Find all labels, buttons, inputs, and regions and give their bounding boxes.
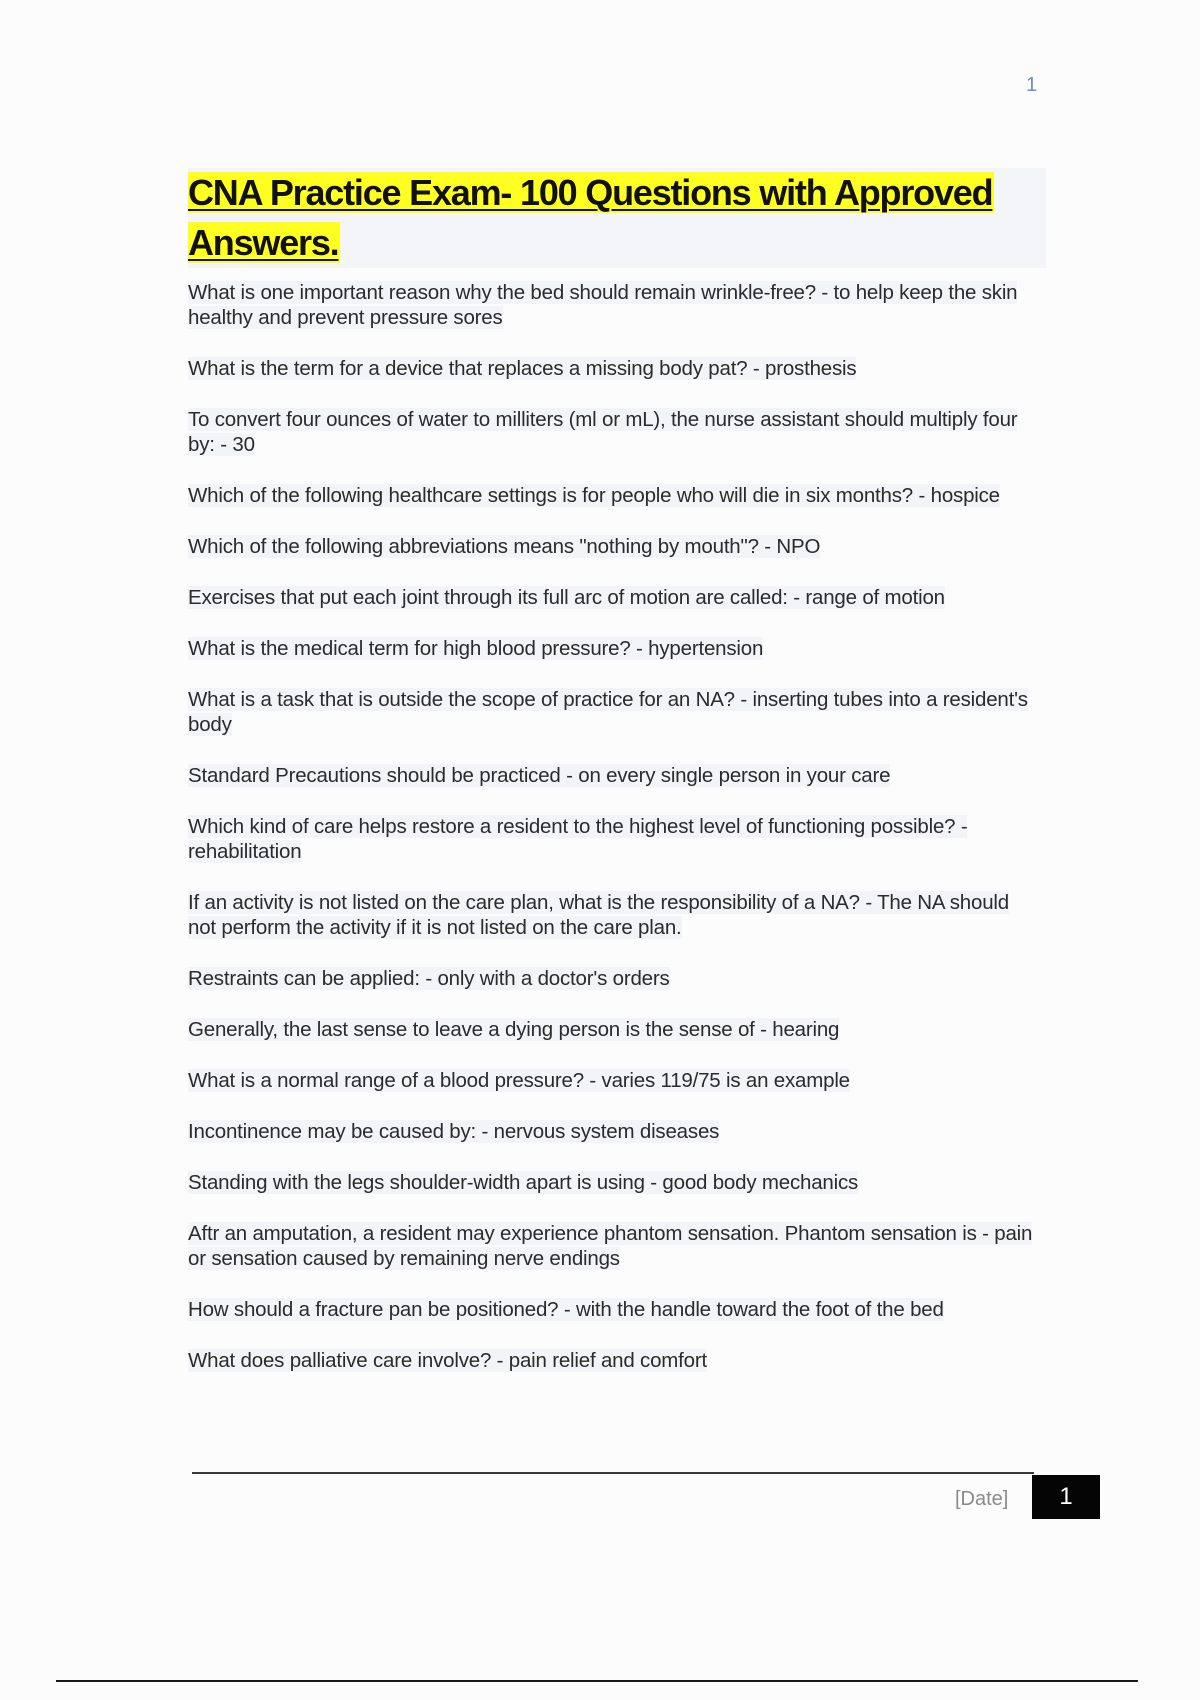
title-block	[188, 168, 1046, 268]
qa-item-text: What is a normal range of a blood pressure? - varies 119/75 is an example	[188, 1069, 850, 1092]
qa-item-text: Which of the following abbreviations means "nothing by mouth"? - NPO	[188, 535, 821, 558]
qa-item	[188, 356, 1038, 381]
qa-item-text: Exercises that put each joint through its full arc of motion are called: - range of motion	[188, 586, 945, 609]
qa-item	[188, 1017, 1038, 1042]
qa-item-text: Incontinence may be caused by: - nervous system diseases	[188, 1120, 720, 1143]
qa-item-text: Which of the following healthcare settings is for people who will die in six months? - hospice	[188, 484, 1000, 507]
qa-item	[188, 534, 1038, 559]
qa-item-text: Standing with the legs shoulder-width apart is using - good body mechanics	[188, 1171, 859, 1194]
qa-item-text: If an activity is not listed on the care plan, what is the responsibility of a NA? - The NA should not perform the activity if it is not listed on the care plan.	[188, 891, 1009, 939]
qa-item-text: Which kind of care helps restore a resident to the highest level of functioning possible? - rehabilitation	[188, 815, 968, 863]
qa-item	[188, 814, 1038, 864]
qa-item-text: What does palliative care involve? - pain relief and comfort	[188, 1349, 707, 1372]
footer-divider	[192, 1472, 1034, 1474]
qa-item	[188, 1221, 1038, 1271]
qa-item-text: What is one important reason why the bed should remain wrinkle-free? - to help keep the skin healthy and prevent pressure sores	[188, 281, 1018, 329]
header-page-number: 1	[1026, 74, 1038, 96]
qa-item-text: Generally, the last sense to leave a dying person is the sense of - hearing	[188, 1018, 840, 1041]
qa-item-text: Standard Precautions should be practiced - on every single person in your care	[188, 764, 891, 787]
qa-item-text: How should a fracture pan be positioned? - with the handle toward the foot of the bed	[188, 1298, 944, 1321]
qa-item	[188, 636, 1038, 661]
qa-list	[188, 280, 1038, 1399]
qa-item-text: What is the medical term for high blood pressure? - hypertension	[188, 637, 764, 660]
footer-date: [Date]	[955, 1488, 1009, 1510]
qa-item	[188, 1119, 1038, 1144]
qa-item	[188, 763, 1038, 788]
qa-item	[188, 1170, 1038, 1195]
qa-item	[188, 483, 1038, 508]
qa-item	[188, 966, 1038, 991]
qa-item	[188, 585, 1038, 610]
qa-item-text: Restraints can be applied: - only with a doctor's orders	[188, 967, 670, 990]
qa-item	[188, 687, 1038, 737]
qa-item	[188, 407, 1038, 457]
qa-item	[188, 280, 1038, 330]
document-title-text: CNA Practice Exam- 100 Questions with Approved Answers.	[188, 172, 993, 263]
qa-item	[188, 890, 1038, 940]
page-bottom-divider	[56, 1680, 1138, 1682]
document-title	[188, 168, 1046, 268]
qa-item	[188, 1348, 1038, 1373]
footer-page-number: 1	[1032, 1475, 1100, 1519]
qa-item-text: What is a task that is outside the scope of practice for an NA? - inserting tubes into a resident's body	[188, 688, 1028, 736]
qa-item-text: What is the term for a device that replaces a missing body pat? - prosthesis	[188, 357, 857, 380]
qa-item	[188, 1068, 1038, 1093]
qa-item-text: To convert four ounces of water to milliters (ml or mL), the nurse assistant should multiply four by: - 30	[188, 408, 1018, 456]
qa-item-text: Aftr an amputation, a resident may experience phantom sensation. Phantom sensation is - pain or sensation caused by remaining nerve endings	[188, 1222, 1033, 1270]
qa-item	[188, 1297, 1038, 1322]
